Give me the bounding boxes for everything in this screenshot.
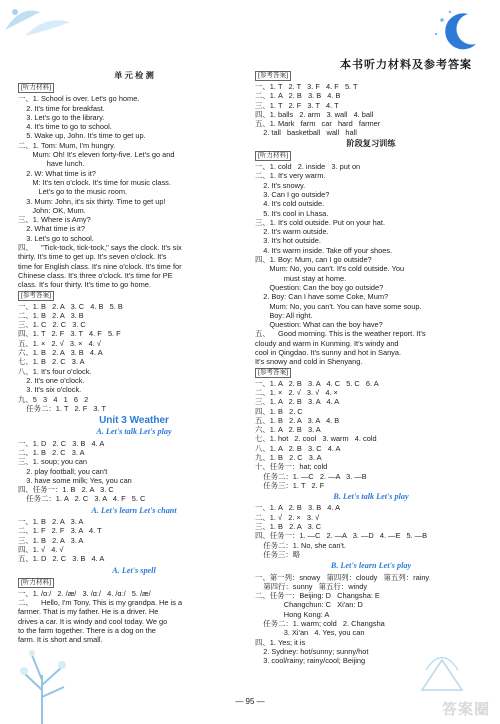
answer-line: 六、1. B 2. A 3. B 4. A [18,348,103,358]
section-tag-row [18,577,250,589]
answer-line: 五、1. × 2. √ 3. × 4. √ [18,338,101,348]
answer-line: 任务三：略 [255,549,301,559]
answer-line: 任务二：1. A 2. C 3. A 4. F 5. C [18,494,146,504]
answer-line: 九、1. B 2. C 3. A [255,452,322,462]
answer-line: 2. play football; you can't [18,466,108,476]
lesson-subtitle: B. Let's talk Let's play [333,492,409,502]
answer-line: farmer. That is my father. He is a driver. He [18,607,159,617]
answer-line: 2. Boy: Can I have some Coke, Mum? [255,292,389,302]
answer-line: 2. What time is it? [18,224,85,234]
answer-line: 3. Let's go to the library. [18,112,105,122]
answer-line: 2. It's snowy. [255,180,306,190]
answer-line: 二、1. A 2. B 3. B 4. B [255,91,341,101]
answer-line: 任务二：1. T 2. F 3. T [18,403,107,413]
answer-line: 十、任务一：hat; cold [255,462,328,472]
tree-decoration-icon [4,635,84,724]
answer-line: 2. Sydney: hot/sunny; sunny/hot [255,646,369,656]
answer-line: 4. It's cold outside. [255,199,325,209]
answer-line: 3. Let's go to school. [18,233,94,243]
moon-decoration-icon [428,6,488,56]
answer-line: 4. It's time to go to school. [18,122,112,132]
answer-line: 二、1. √ 2. × 3. √ [255,512,320,522]
right-column [255,70,487,666]
page-number: — 95 — [235,697,265,706]
answer-line: 四、任务一：1. —C 2. —A 3. —D 4. —E 5. —B [255,531,428,541]
answer-line: Boy: All right. [255,310,313,320]
section-tag: [参考答案] [255,368,291,378]
section-tag: [参考答案] [255,71,291,81]
answer-line: 二、1. Tom: Mum, I'm hungry. [18,140,116,150]
answer-line: thirty. It's time to get up. It's seven o'clock. It's [18,252,167,262]
answer-line: 四、1. Boy: Mum, can I go outside? [255,255,372,265]
answer-line: 5. Wake up, John. It's time to get up. [18,131,146,141]
answer-line: 二、任务一：Beijing: D Changsha: E [255,591,380,601]
answer-line: It's snowy and cold in Shenyang. [255,357,363,367]
answer-line: class. It's four thirty. It's time to go home. [18,280,151,290]
section-heading: 阶段复习训练 [346,138,396,148]
answer-line: 九、5 3 4 1 6 2 [18,394,89,404]
leaf-decoration-icon [0,0,90,45]
answer-line: 四、 "Tick-tock, tick-tock," says the clock. It's six [18,243,182,253]
answer-line: 3. It's hot outside. [255,236,321,246]
answer-line: 四、1. Yes; it is [255,637,306,647]
answer-line: 八、1. It's four o'clock. [18,366,92,376]
lesson-subtitle: A. Let's talk Let's play [96,427,172,437]
section-heading: 单 元 检 测 [114,71,154,80]
answer-line: Let's go to the music room. [18,187,128,197]
section-tag-row [255,70,487,82]
section-tag: [听力材料] [18,578,54,588]
section-tag-row [18,290,250,302]
lesson-subtitle: A. Let's learn Let's chant [91,505,177,515]
answer-line: Question: What can the boy have? [255,320,383,330]
section-tag-row [18,82,250,94]
answer-line: 三、1. C 2. C 3. C [18,320,86,330]
answer-line: 五、1. Mark farm car hard farmer [255,119,381,129]
answer-line: 一、1. A 2. B 3. B 4. A [255,503,341,513]
answer-line: 一、1. D 2. C 3. B 4. A [18,438,105,448]
page-header-title: 本书听力材料及参考答案 [340,59,472,71]
answer-line: to the farm together. There is a dog on the [18,626,156,636]
answer-line: M: It's ten o'clock. It's time for music class. [18,177,171,187]
answer-line: 五、1. D 2. C 3. B 4. A [18,554,105,564]
answer-line: 3. Xi'an 4. Yes, you can [255,628,365,638]
answer-line: 四、任务一：1. B 2. A 3. C [18,485,114,495]
answer-line: 2. W: What time is it? [18,168,96,178]
answer-line: 四、1. √ 4. √ [18,544,64,554]
watermark-logo: 答案圈 [441,701,490,718]
answer-line: 任务三：1. T 2. F [255,480,325,490]
answer-line: 三、1. B 2. A 3. A [18,535,84,545]
answer-line: 任务二：1. warm; cold 2. Changsha [255,619,385,629]
answer-line: Mum: No, you can't. You can have some soup. [255,301,422,311]
answer-line: 六、1. A 2. B 3. A [255,425,321,435]
answer-line: Question: Can the boy go outside? [255,282,384,292]
answer-line: 任务二：1. —C 2. —A 3. —B [255,471,367,481]
answer-line: 二、 Hello, I'm Tony. This is my grandpa. He is a [18,598,183,608]
answer-line: cool in Qingdao. It's sunny and hot in Sanya. [255,348,402,358]
answer-line: 一、1. B 2. A 3. C 4. B 5. B [18,301,123,311]
answer-line: 3. It's six o'clock. [18,385,82,395]
answer-line: 一、1. /ɑː/ 2. /æ/ 3. /ɑː/ 4. /ɑː/ 5. /æ/ [18,588,151,598]
answer-line: 任务二：1. No, she can't. [255,540,346,550]
answer-line: Mum: No, you can't. It's cold outside. You [255,264,405,274]
answer-line: 三、1. A 2. B 3. A 4. A [255,397,340,407]
left-column [18,70,250,645]
answer-line: 二、1. × 2. √ 3. √ 4. × [255,387,338,397]
answer-line: 3. cool/rainy; rainy/cool; Beijing [255,656,366,666]
section-tag: [听力材料] [18,83,54,93]
answer-line: 二、1. B 2. C 3. A [18,447,85,457]
answer-line: 第四行：sunny 第五行：windy [255,581,368,591]
answer-line: 五、1. B 2. A 3. A 4. B [255,415,340,425]
answer-line: 二、1. F 2. F 3. A 4. T [18,526,102,536]
answer-line: 一、1. cold 2. inside 3. put on [255,162,361,172]
answer-line: have lunch. [18,159,85,169]
answer-line: Chinese class. It's three o'clock. It's time for PE [18,270,173,280]
answer-line: 一、1. School is over. Let's go home. [18,94,140,104]
answer-line: 三、1. Where is Amy? [18,215,91,225]
answer-line: 三、1. B 2. A 3. C [255,522,322,532]
answer-line: 五、 Good morning. This is the weather report. It's [255,329,426,339]
answer-line: drives a car. It is windy and cool today. We go [18,616,168,626]
section-tag-row [255,150,487,162]
answer-line: 5. It's cool in Lhasa. [255,208,329,218]
answer-line: 一、1. B 2. A 3. A [18,517,84,527]
answer-line: 二、1. It's very warm. [255,171,326,181]
answer-line: Mum: Oh! It's eleven forty-five. Let's go and [18,150,175,160]
answer-line: 2. It's warm outside. [255,227,329,237]
answer-line: 2. tall basketball wall hall [255,128,357,138]
answer-line: 3. Can I go outside? [255,189,330,199]
answer-line: 七、1. B 2. C 3. A [18,357,85,367]
answer-line: 八、1. A 2. B 3. C 4. A [255,443,341,453]
answer-line: 一、第一列：snowy 第四列：cloudy 第五列：rainy [255,572,430,582]
section-tag: [参考答案] [18,291,54,301]
answer-line: 四、1. T 2. F 3. T 4. F 5. F [18,329,121,339]
answer-line: 3. Mum: John, it's six thirty. Time to get up! [18,196,166,206]
answer-line: John: OK, Mum. [18,205,86,215]
answer-line: 一、1. T 2. T 3. F 4. F 5. T [255,82,358,91]
answer-line: 4. It's warm inside. Take off your shoes. [255,245,393,255]
lesson-subtitle: B. Let's learn Let's play [330,561,412,571]
lesson-subtitle: A. Let's spell [112,565,156,575]
answer-line: 一、1. A 2. B 3. A 4. C 5. C 6. A [255,378,379,388]
unit-title: Unit 3 Weather [99,415,169,427]
answer-line: 3. have some milk; Yes, you can [18,475,132,485]
answer-line: Changchun: C Xi'an: D [255,600,363,610]
answer-line: 四、1. balls 2. arm 3. wall 4. ball [255,109,374,119]
answer-line: 七、1. hot 2. cool 3. warm 4. cold [255,434,377,444]
answer-line: time for English class. It's nine o'clock. It's time for [18,261,182,271]
answer-line: 2. It's one o'clock. [18,375,85,385]
answer-line: must stay at home. [255,273,347,283]
answer-line: 三、1. T 2. F 3. T 4. T [255,100,339,110]
answer-line: 二、1. B 2. A 3. B [18,310,84,320]
answer-line: 四、1. B 2. C [255,406,303,416]
section-tag-row [255,367,487,379]
section-tag: [听力材料] [255,151,291,161]
answer-line: 三、1. It's cold outside. Put on your hat. [255,217,385,227]
answer-line: 2. It's time for breakfast. [18,103,105,113]
answer-line: Hong Kong: A [255,609,330,619]
answer-line: farm. It is short and small. [18,635,103,645]
answer-line: cloudy and warm in Kunming. It's windy and [255,338,399,348]
answer-line: 三、1. soup; you can [18,457,88,467]
